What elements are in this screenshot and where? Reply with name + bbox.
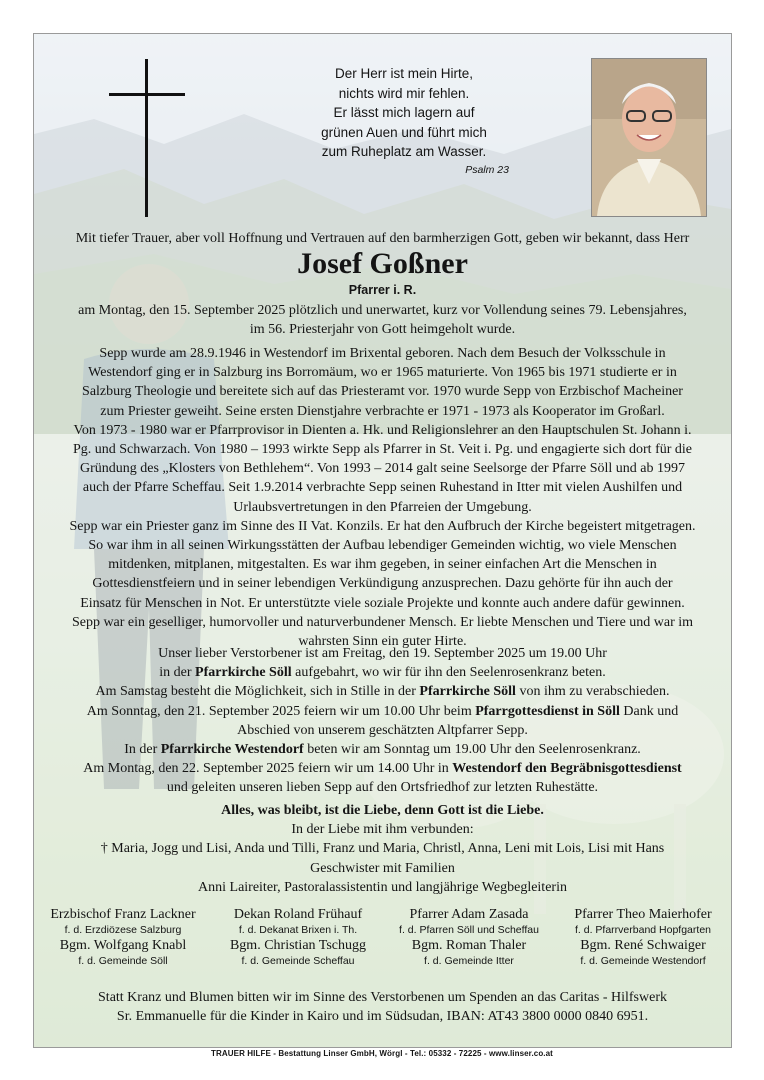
psalm-reference: Psalm 23 — [465, 164, 509, 176]
church-name: Pfarrkirche Westendorf — [160, 742, 304, 758]
text-line: Sepp war ein geselliger, humorvoller und naturverbundener Mensch. Er liebte Menschen und Tiere und war im — [71, 614, 694, 630]
signatory-column — [384, 906, 554, 968]
signatory-role: f. d. Gemeinde Itter — [424, 955, 514, 967]
signatory-name: Bgm. Wolfgang Knabl — [59, 938, 187, 953]
text-line: auch der Pfarre Scheffau. Seit 1.9.2014 verbrachte Sepp seinen Ruhestand in Itter mit vielen Aushilfen und — [82, 480, 683, 496]
deceased-title: Pfarrer i. R. — [348, 283, 417, 297]
text-line: mitdenken, mitplanen, mitgestalten. Es war ihm gegeben, in seiner einfachen Art die Menschen in — [108, 557, 657, 573]
service-name: Westendorf den Begräbnisgottesdienst — [452, 761, 682, 777]
text-line: So war ihm in all seinen Wirkungsstätten der Aufbau lebendiger Gemeinden wichtig, wo viele Menschen — [88, 538, 677, 554]
text-line: Gottesdienstfeiern und in seiner lebendigen Verkündigung anzusprechen. Dazu gehörte für ihn auch der — [92, 576, 673, 592]
signatory-name: Pfarrer Theo Maierhofer — [574, 907, 712, 922]
signatory-role: f. d. Gemeinde Söll — [78, 955, 168, 967]
signatory-name: Dekan Roland Frühauf — [233, 907, 363, 922]
text-line: Abschied von unserem geschätzten Altpfarrer Sepp. — [237, 722, 528, 738]
deceased-name: Josef Goßner — [297, 247, 468, 280]
text-line: Am Samstag besteht die Möglichkeit, sich in Stille in der Pfarrkirche Söll von ihm zu verabschieden. — [95, 684, 670, 700]
death-notice — [44, 301, 721, 339]
text-line: Von 1973 - 1980 war er Pfarrprovisor in Dienten a. Hk. und Religionslehrer an den Hauptschulen St. Johann i. — [73, 422, 692, 438]
signatory-role: f. d. Pfarrverband Hopfgarten — [575, 924, 711, 936]
signatories — [34, 906, 731, 976]
text-line: wahrsten Sinn ein guter Hirte. — [298, 634, 467, 650]
intro-text: Mit tiefer Trauer, aber voll Hoffnung und Vertrauen auf den barmherzigen Gott, geben wir bekannt, dass Herr — [75, 231, 690, 246]
signatory-role: f. d. Erzdiözese Salzburg — [64, 924, 182, 936]
text-line: Einsatz für Menschen in Not. Er unterstützte viele soziale Projekte und konnte auch andere dafür gewinnen. — [80, 595, 685, 611]
psalm-line: grünen Auen und führt mich — [321, 124, 487, 140]
portrait-image — [592, 59, 706, 216]
text-line: Urlaubsvertretungen in den Pfarreien der Umgebung. — [233, 499, 532, 515]
psalm-line: zum Ruheplatz am Wasser. — [321, 144, 487, 159]
ceremony-schedule — [44, 644, 721, 798]
text-line: und geleiten unseren lieben Sepp auf den Ortsfriedhof zur letzten Ruhestätte. — [166, 780, 599, 796]
text-line: Statt Kranz und Blumen bitten wir im Sinne des Verstorbenen um Spenden an das Caritas - Hilfswerk — [98, 990, 667, 1005]
family-line: Geschwister mit Familien — [310, 860, 455, 876]
text-line: Salzburg Theologie und bereitete sich auf das Priesteramt vor. 1970 wurde Sepp von Erzbischof Macheiner — [82, 384, 683, 400]
obituary-card — [33, 33, 732, 1048]
signatory-column — [38, 906, 208, 968]
text-line: in der Pfarrkirche Söll aufgebahrt, wo wir für ihn den Seelenrosenkranz beten. — [159, 665, 606, 681]
text-line: Sr. Emmanuelle für die Kinder in Kairo und im Südsudan, IBAN: AT43 3800 0000 0840 6951. — [116, 1009, 649, 1024]
psalm-line: nichts wird mir fehlen. — [338, 85, 470, 101]
signatory-name: Bgm. René Schwaiger — [580, 938, 706, 953]
signatory-name: Pfarrer Adam Zasada — [409, 907, 529, 922]
church-name: Pfarrkirche Söll — [195, 665, 292, 681]
signatory-column — [213, 906, 383, 968]
text-line: zum Priester geweiht. Seine ersten Dienstjahre verbrachte er 1971 - 1973 als Kooperator im Großarl. — [100, 403, 665, 419]
signatory-role: f. d. Gemeinde Scheffau — [241, 955, 355, 967]
signatory-name: Bgm. Christian Tschugg — [229, 938, 367, 953]
portrait-photo — [591, 58, 707, 217]
church-name: Pfarrkirche Söll — [419, 684, 516, 700]
text-line: am Montag, den 15. September 2025 plötzlich und unerwartet, kurz vor Vollendung seines 79. Lebensjahres, — [78, 303, 687, 318]
psalm-quote — [289, 64, 519, 162]
signatory-name: Bgm. Roman Thaler — [411, 938, 527, 953]
text-line: Sepp wurde am 28.9.1946 in Westendorf im Brixental geboren. Nach dem Besuch der Volksschule in — [99, 346, 666, 361]
signatory-role: f. d. Gemeinde Westendorf — [580, 955, 706, 967]
biography — [44, 344, 721, 651]
text-line: Pg. und Schwarzach. Von 1980 – 1993 wirkte Sepp als Pfarrer in St. Veit i. Pg. und engagierte sich dort für die — [72, 442, 692, 458]
family-line: † Maria, Jogg und Lisi, Anda und Tilli, Franz und Maria, Christl, Anna, Leni mit Lois, Lisi mit Hans — [100, 841, 665, 857]
text-line: Westendorf ging er in Salzburg ins Borromäum, wo er 1965 maturierte. Von 1965 bis 1971 studierte er in — [88, 365, 677, 381]
closing-section — [44, 801, 721, 897]
signatory-role: f. d. Dekanat Brixen i. Th. — [238, 924, 358, 936]
text-line: Gründung des „Klosters von Bethlehem“. Von 1993 – 2014 galt seine Seelsorge der Pfarre Söll und ab 1997 — [79, 461, 685, 477]
closing-motto: Alles, was bleibt, ist die Liebe, denn Gott ist die Liebe. — [221, 803, 544, 818]
text-line: In der Pfarrkirche Westendorf beten wir am Sonntag um 19.00 Uhr den Seelenrosenkranz. — [124, 742, 641, 758]
signatory-role: f. d. Pfarren Söll und Scheffau — [399, 924, 539, 936]
donation-request — [34, 988, 731, 1026]
text-line: Sepp war ein Priester ganz im Sinne des II Vat. Konzils. Er hat den Aufbruch der Kirche begeistert mitgetragen. — [69, 518, 696, 534]
signatory-name: Erzbischof Franz Lackner — [50, 907, 196, 922]
text-line: Anni Laireiter, Pastoralassistentin und langjährige Wegbegleiterin — [198, 879, 567, 895]
psalm-line: Er lässt mich lagern auf — [333, 105, 475, 120]
service-name: Pfarrgottesdienst in Söll — [475, 703, 620, 719]
text-line: Am Montag, den 22. September 2025 feiern wir um 14.00 Uhr in Westendorf den Begräbnisgottesdienst — [83, 761, 682, 777]
text-line: Am Sonntag, den 21. September 2025 feiern wir um 10.00 Uhr beim Pfarrgottesdienst in Söll Dank und — [86, 703, 679, 719]
footer-imprint: TRAUER HILFE - Bestattung Linser GmbH, Wörgl - Tel.: 05332 - 72225 - www.linser.co.at — [211, 1049, 553, 1058]
text-line: Unser lieber Verstorbener ist am Freitag, den 19. September 2025 um 19.00 Uhr — [158, 646, 607, 661]
text-line: im 56. Priesterjahr von Gott heimgeholt wurde. — [249, 322, 516, 338]
cross-icon — [109, 59, 185, 217]
psalm-line: Der Herr ist mein Hirte, — [334, 66, 474, 81]
text-line: In der Liebe mit ihm verbunden: — [291, 822, 474, 838]
signatory-column — [558, 906, 728, 968]
